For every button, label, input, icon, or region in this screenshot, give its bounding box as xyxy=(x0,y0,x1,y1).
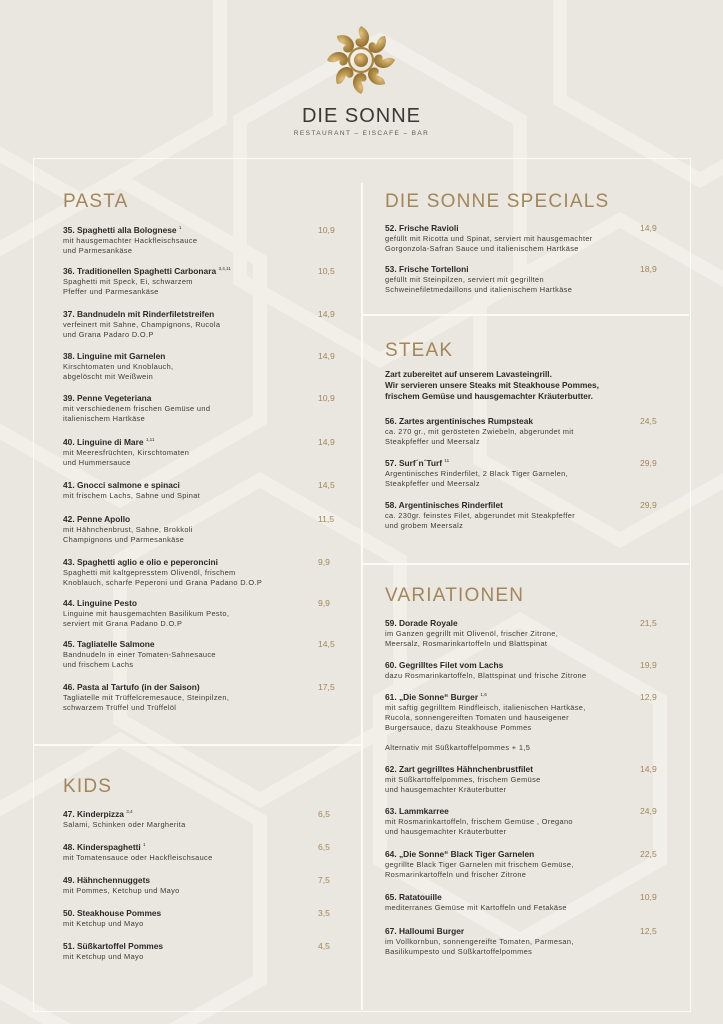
menu-item xyxy=(385,264,670,295)
menu-item xyxy=(63,351,348,382)
menu-item-price: 4,5 xyxy=(318,941,330,951)
menu-item-price: 9,9 xyxy=(318,557,330,567)
tagline: RESTAURANT – EISCAFE – BAR xyxy=(293,130,430,137)
menu-item-description xyxy=(385,817,670,837)
menu-item-title xyxy=(63,908,348,918)
menu-item-name: 65. Ratatouille xyxy=(385,892,442,902)
menu-item-description xyxy=(385,511,670,531)
description-line: Bandnudeln in einer Tomaten-Sahnesauce xyxy=(63,650,216,659)
menu-item-price: 14,9 xyxy=(318,351,335,361)
description-line: mit Rosmarinkartoffeln, frischem Gemüse , Oregano xyxy=(385,817,573,826)
menu-item-name: 57. Surf´n´Turf xyxy=(385,458,443,468)
menu-item-title xyxy=(63,351,348,361)
menu-item xyxy=(63,393,348,424)
menu-item xyxy=(385,223,670,254)
menu-item-title xyxy=(63,266,348,276)
menu-item xyxy=(385,849,670,880)
description-line: abgelöscht mit Weißwein xyxy=(63,372,154,381)
menu-item-description xyxy=(63,404,348,424)
description-line: gefüllt mit Ricotta und Spinat, serviert mit hausgemachter xyxy=(385,234,593,243)
description-line: ca. 270 gr., mit gerösteten Zwiebeln, abgerundet mit xyxy=(385,427,574,436)
menu-item-title xyxy=(385,806,670,816)
section-title-pasta: PASTA xyxy=(63,191,129,212)
section-title-specials: DIE SONNE SPECIALS xyxy=(385,191,610,212)
menu-item-description xyxy=(385,775,670,795)
menu-item-title xyxy=(63,480,348,490)
menu-item-name: 47. Kinderpizza xyxy=(63,809,124,819)
section-title-kids: KIDS xyxy=(63,776,113,797)
menu-item-description xyxy=(63,491,348,501)
menu-item-title xyxy=(63,225,348,235)
menu-item-title xyxy=(63,809,348,819)
menu-item-name: 40. Linguine di Mare xyxy=(63,437,144,447)
allergen-codes: 1 xyxy=(178,225,182,231)
menu-item xyxy=(385,618,670,649)
menu-item xyxy=(63,557,348,588)
allergen-codes: 11 xyxy=(444,458,450,464)
menu-item-price: 24,9 xyxy=(640,806,657,816)
menu-item-price: 21,5 xyxy=(640,618,657,628)
divider-steak xyxy=(362,314,689,316)
menu-item-title xyxy=(63,309,348,319)
allergen-codes: 3,4,11 xyxy=(218,266,231,272)
menu-item-title xyxy=(63,437,348,447)
sun-logo-icon xyxy=(323,22,399,98)
menu-item-name: 64. „Die Sonne“ Black Tiger Garnelen xyxy=(385,849,535,859)
menu-item-title xyxy=(385,926,670,936)
divider-kids xyxy=(33,744,361,746)
description-line: mit saftig gegrilltem Rindfleisch, italienischen Hartkäse, xyxy=(385,703,586,712)
menu-item-price: 10,9 xyxy=(318,225,335,235)
description-line: mit hausgemachter Hackfleischsauce xyxy=(63,236,198,245)
description-line: Meersalz, Rosmarinkartoffeln und Blattspinat xyxy=(385,639,548,648)
menu-item-description xyxy=(63,919,348,929)
description-line: Steakpfeffer und Meersalz xyxy=(385,479,480,488)
description-line: verfeinert mit Sahne, Champignons, Rucola xyxy=(63,320,221,329)
menu-item xyxy=(63,437,348,468)
menu-item-description xyxy=(385,629,670,649)
description-line: Linguine mit hausgemachten Basilikum Pesto, xyxy=(63,609,230,618)
description-line: mit Tomatensauce oder Hackfleischsauce xyxy=(63,853,213,862)
menu-item-price: 19,9 xyxy=(640,660,657,670)
steak-intro xyxy=(385,369,675,402)
menu-item-name: 48. Kinderspaghetti xyxy=(63,842,141,852)
description-line: Champignons und Parmesankäse xyxy=(63,535,185,544)
menu-item xyxy=(63,225,348,256)
description-line: gefüllt mit Steinpilzen, serviert mit gegrillten xyxy=(385,275,544,284)
menu-item xyxy=(63,639,348,670)
menu-item-name: 44. Linguine Pesto xyxy=(63,598,137,608)
menu-item-title xyxy=(385,618,670,628)
steak-intro-line: Zart zubereitet auf unserem Lavasteingrill. xyxy=(385,369,552,379)
menu-item xyxy=(385,692,670,733)
menu-item-name: 36. Traditionellen Spaghetti Carbonara xyxy=(63,266,217,276)
description-line: schwarzem Trüffel und Trüffelöl xyxy=(63,703,177,712)
menu-item-name: 46. Pasta al Tartufo (in der Saison) xyxy=(63,682,200,692)
menu-item-name: 51. Süßkartoffel Pommes xyxy=(63,941,164,951)
menu-item-title xyxy=(385,458,670,468)
menu-item-name: 38. Linguine mit Garnelen xyxy=(63,351,166,361)
allergen-codes: 1,6 xyxy=(480,692,487,698)
description-line: Kirschtomaten und Knoblauch, xyxy=(63,362,174,371)
description-line: Spaghetti mit kaltgepresstem Olivenöl, frischem xyxy=(63,568,236,577)
menu-item xyxy=(385,764,670,795)
menu-item-price: 24,5 xyxy=(640,416,657,426)
menu-item-price: 14,5 xyxy=(318,480,335,490)
description-line: Basilikumpesto und Süßkartoffelpommes xyxy=(385,947,533,956)
menu-item xyxy=(385,416,670,447)
menu-item xyxy=(385,660,670,681)
description-line: Knoblauch, scharfe Peperoni und Grana Padano D.O.P xyxy=(63,578,263,587)
description-line: Rosmarinkartoffeln und frischer Zitrone xyxy=(385,870,527,879)
menu-item-price: 10,9 xyxy=(640,892,657,902)
menu-item-price: 12,5 xyxy=(640,926,657,936)
description-line: mit frischem Lachs, Sahne und Spinat xyxy=(63,491,201,500)
menu-item xyxy=(63,875,348,896)
menu-item-title xyxy=(385,416,670,426)
description-line: und grobem Meersalz xyxy=(385,521,464,530)
menu-item-description xyxy=(385,469,670,489)
menu-item-name: 52. Frische Ravioli xyxy=(385,223,459,233)
menu-item-price: 6,5 xyxy=(318,842,330,852)
menu-item-price: 17,5 xyxy=(318,682,335,692)
menu-item-price: 22,5 xyxy=(640,849,657,859)
menu-item xyxy=(385,806,670,837)
menu-item-description xyxy=(63,448,348,468)
menu-item-price: 3,5 xyxy=(318,908,330,918)
menu-item-title xyxy=(385,660,670,670)
menu-item-description xyxy=(63,820,348,830)
menu-item xyxy=(63,309,348,340)
description-line: Argentinisches Rinderfilet, 2 Black Tiger Garnelen, xyxy=(385,469,568,478)
burger-alternative: Alternativ mit Süßkartoffelpommes + 1,5 xyxy=(385,743,531,752)
menu-item-name: 43. Spaghetti aglio e olio e peperoncini xyxy=(63,557,218,567)
description-line: mit verschiedenem frischen Gemüse und xyxy=(63,404,211,413)
menu-item-title xyxy=(63,598,348,608)
description-line: Spaghetti mit Speck, Ei, schwarzem xyxy=(63,277,193,286)
column-divider xyxy=(361,183,363,1010)
menu-item-description xyxy=(385,860,670,880)
menu-item-description xyxy=(63,362,348,382)
menu-item-name: 63. Lammkarree xyxy=(385,806,449,816)
menu-item xyxy=(63,908,348,929)
menu-item-description xyxy=(63,853,348,863)
menu-item-price: 6,5 xyxy=(318,809,330,819)
menu-item-title xyxy=(385,223,670,233)
menu-item-title xyxy=(385,692,670,702)
menu-item-description xyxy=(385,671,670,681)
allergen-codes: 1,11 xyxy=(145,437,155,443)
description-line: gegrillte Black Tiger Garnelen mit frischem Gemüse, xyxy=(385,860,574,869)
menu-item-title xyxy=(63,875,348,885)
menu-item-name: 39. Penne Vegeteriana xyxy=(63,393,152,403)
description-line: mediterranes Gemüse mit Kartoffeln und Fetakäse xyxy=(385,903,567,912)
menu-item xyxy=(63,514,348,545)
menu-item xyxy=(63,842,348,863)
menu-item-price: 10,5 xyxy=(318,266,335,276)
menu-item xyxy=(63,941,348,962)
menu-item-price: 14,9 xyxy=(640,764,657,774)
description-line: Salami, Schinken oder Margherita xyxy=(63,820,186,829)
description-line: im Vollkornbun, sonnengereifte Tomaten, Parmesan, xyxy=(385,937,574,946)
description-line: Burgersauce, dazu Steakhouse Pommes xyxy=(385,723,532,732)
description-line: mit Ketchup und Mayo xyxy=(63,952,144,961)
description-line: dazu Rosmarinkartoffeln, Blattspinat und frische Zitrone xyxy=(385,671,587,680)
menu-item-description xyxy=(63,525,348,545)
menu-item-price: 11,5 xyxy=(318,514,335,524)
menu-item-name: 41. Gnocci salmone e spinaci xyxy=(63,480,180,490)
menu-item-title xyxy=(385,892,670,902)
menu-item-price: 29,9 xyxy=(640,500,657,510)
description-line: Tagliatelle mit Trüffelcremesauce, Steinpilzen, xyxy=(63,693,230,702)
menu-item-description xyxy=(63,277,348,297)
menu-item-description xyxy=(385,427,670,447)
menu-item-name: 56. Zartes argentinisches Rumpsteak xyxy=(385,416,534,426)
description-line: im Ganzen gegrillt mit Olivenöl, frischer Zitrone, xyxy=(385,629,559,638)
description-line: und Hummersauce xyxy=(63,458,131,467)
menu-item xyxy=(63,682,348,713)
menu-item-description xyxy=(63,693,348,713)
description-line: und hausgemachter Kräuterbutter xyxy=(385,785,507,794)
menu-item-description xyxy=(385,275,670,295)
menu-item-title xyxy=(385,500,670,510)
menu-item-price: 14,5 xyxy=(318,639,335,649)
menu-item-price: 7,5 xyxy=(318,875,330,885)
menu-item-description xyxy=(385,234,670,254)
description-line: serviert mit Grana Padano D.O.P xyxy=(63,619,183,628)
description-line: mit Hähnchenbrust, Sahne, Brokkoli xyxy=(63,525,193,534)
menu-item-description xyxy=(63,320,348,340)
menu-item-description xyxy=(63,650,348,670)
menu-item-name: 60. Gegrilltes Filet vom Lachs xyxy=(385,660,504,670)
description-line: Pfeffer und Parmesankäse xyxy=(63,287,159,296)
menu-item-description xyxy=(385,903,670,913)
description-line: mit Süßkartoffelpommes, frischem Gemüse xyxy=(385,775,541,784)
menu-item-description xyxy=(63,568,348,588)
menu-item-description xyxy=(385,703,670,733)
menu-item-name: 49. Hähnchennuggets xyxy=(63,875,151,885)
menu-item-name: 61. „Die Sonne“ Burger xyxy=(385,692,479,702)
menu-item-description xyxy=(385,937,670,957)
menu-item-name: 58. Argentinisches Rinderfilet xyxy=(385,500,503,510)
menu-item-name: 45. Tagliatelle Salmone xyxy=(63,639,155,649)
menu-item xyxy=(63,809,348,830)
menu-item-price: 18,9 xyxy=(640,264,657,274)
menu-item-name: 37. Bandnudeln mit Rinderfiletstreifen xyxy=(63,309,215,319)
menu-item-title xyxy=(385,264,670,274)
description-line: Rucola, sonnengereiften Tomaten und hauseigener xyxy=(385,713,569,722)
description-line: und frischem Lachs xyxy=(63,660,134,669)
description-line: mit Ketchup und Mayo xyxy=(63,919,144,928)
menu-item xyxy=(385,892,670,913)
menu-item xyxy=(385,926,670,957)
menu-item-price: 9,9 xyxy=(318,598,330,608)
description-line: mit Meeresfrüchten, Kirschtomaten xyxy=(63,448,190,457)
steak-intro-line: Wir servieren unsere Steaks mit Steakhouse Pommes, xyxy=(385,380,599,390)
allergen-codes: 1 xyxy=(143,842,146,848)
restaurant-name: DIE SONNE xyxy=(301,105,422,127)
menu-item-title xyxy=(63,842,348,852)
description-line: italienischem Hartkäse xyxy=(63,414,146,423)
description-line: und hausgemachter Kräuterbutter xyxy=(385,827,507,836)
menu-item-description xyxy=(63,952,348,962)
description-line: und Parmesankäse xyxy=(63,246,133,255)
menu-item-description xyxy=(63,886,348,896)
section-title-variations: VARIATIONEN xyxy=(385,585,525,606)
menu-item-price: 14,9 xyxy=(318,437,335,447)
menu-item-title xyxy=(63,941,348,951)
menu-item-name: 59. Dorade Royale xyxy=(385,618,458,628)
menu-item-name: 35. Spaghetti alla Bolognese xyxy=(63,225,177,235)
menu-item xyxy=(385,500,670,531)
allergen-codes: 3,4 xyxy=(126,809,133,815)
menu-item-title xyxy=(63,682,348,692)
menu-item-title xyxy=(63,393,348,403)
menu-item-name: 67. Halloumi Burger xyxy=(385,926,465,936)
menu-item-title xyxy=(63,639,348,649)
menu-item-title xyxy=(63,514,348,524)
menu-item-price: 29,9 xyxy=(640,458,657,468)
description-line: und Grana Padaro D.O.P xyxy=(63,330,154,339)
menu-item-price: 14,9 xyxy=(318,309,335,319)
description-line: Steakpfeffer und Meersalz xyxy=(385,437,480,446)
menu-item-title xyxy=(385,764,670,774)
menu-item xyxy=(385,458,670,489)
menu-item-title xyxy=(385,849,670,859)
menu-item-title xyxy=(63,557,348,567)
menu-item-name: 50. Steakhouse Pommes xyxy=(63,908,162,918)
menu-item xyxy=(63,480,348,501)
description-line: ca. 230gr. feinstes Filet, abgerundet mit Steakpfeffer xyxy=(385,511,576,520)
menu-item-name: 42. Penne Apollo xyxy=(63,514,131,524)
menu-item-description xyxy=(63,236,348,256)
steak-intro-line: frischem Gemüse und hausgemachter Kräuterbutter. xyxy=(385,391,593,401)
divider-variations xyxy=(362,563,689,565)
menu-item-name: 53. Frische Tortelloni xyxy=(385,264,469,274)
menu-item-price: 14,9 xyxy=(640,223,657,233)
menu-item-name: 62. Zart gegrilltes Hähnchenbrustfilet xyxy=(385,764,533,774)
description-line: Gorgonzola-Safran Sauce und italienischem Hartkäse xyxy=(385,244,579,253)
menu-item-price: 10,9 xyxy=(318,393,335,403)
description-line: Schweinefiletmedaillons und italienischem Hartkäse xyxy=(385,285,573,294)
menu-item xyxy=(63,266,348,297)
section-title-steak: STEAK xyxy=(385,340,454,361)
menu-item xyxy=(63,598,348,629)
description-line: mit Pommes, Ketchup und Mayo xyxy=(63,886,180,895)
menu-item-description xyxy=(63,609,348,629)
menu-item-price: 12,9 xyxy=(640,692,657,702)
